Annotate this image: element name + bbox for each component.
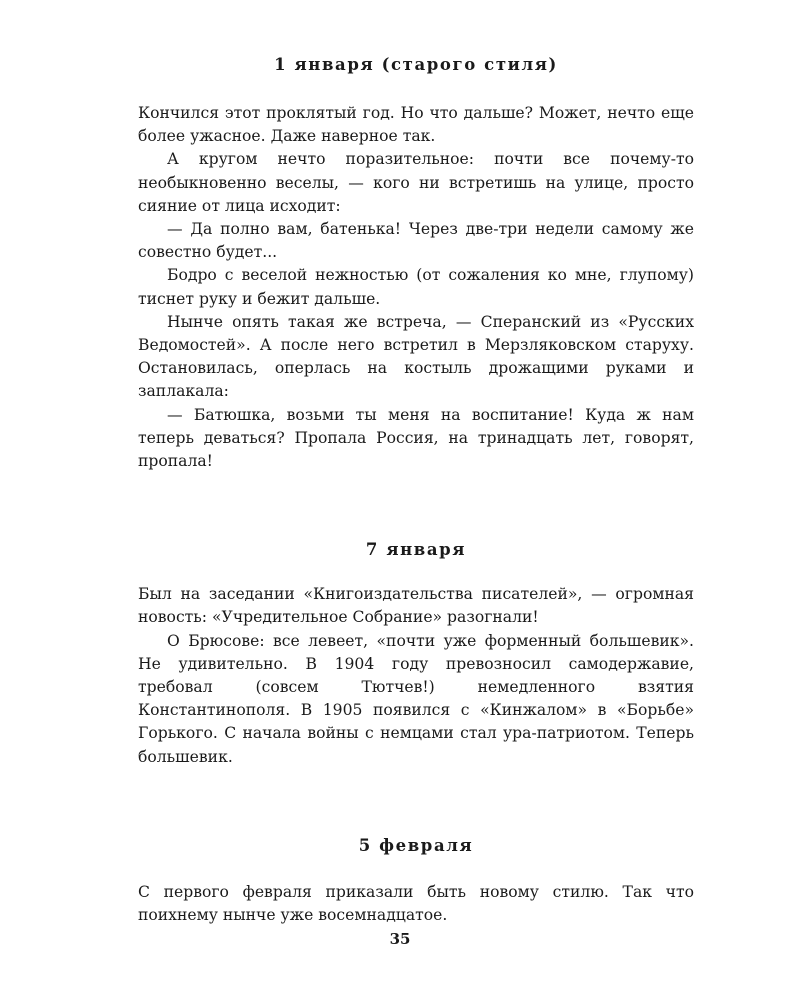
paragraph: — Да полно вам, батенька! Через две-три недели самому же совестно будет... — [138, 220, 694, 262]
diary-entry-jan-1 — [138, 52, 694, 473]
paragraph: Кончился этот проклятый год. Но что дальше? Может, нечто еще более ужасное. Даже наверное так. — [138, 104, 694, 146]
entry-body — [138, 583, 694, 769]
entry-body — [138, 881, 694, 927]
paragraph: — Батюшка, возьми ты меня на воспитание! Куда ж нам теперь деваться? Пропала Россия, на тринадцать лет, говорят, пропала! — [138, 405, 694, 471]
diary-entry-feb-5 — [138, 833, 694, 927]
paragraph: С первого февраля приказали быть новому стилю. Так что поихнему нынче уже восемнадцатое. — [138, 882, 694, 925]
paragraph: Нынче опять такая же встреча, — Сперанский из «Русских Ведомостей». А после него встретил в Мерзляковском старуху. Остановилась, оперлась на костыль дрожащими руками и заплакала: — [138, 312, 694, 401]
entry-heading: 1 января (старого стиля) — [274, 55, 558, 74]
entry-heading: 7 января — [365, 540, 467, 560]
paragraph: Был на заседании «Книгоиздательства писателей», — огромная новость: «Учредительное Собрание» разогнали! — [138, 585, 694, 627]
book-page — [138, 52, 694, 927]
paragraph: О Брюсове: все левеет, «почти уже форменный большевик». Не удивительно. В 1904 году превозносил самодержавие, требовал (совсем Тютчев!) немедленного взятия Константинополя. В 1905 появился с «Кинжалом» в «Борьбе» Горького. С начала войны с немцами стал ура-патриотом. Теперь большевик. — [138, 631, 694, 766]
paragraph: Бодро с веселой нежностью (от сожаления ко мне, глупому) тиснет руку и бежит дальше. — [138, 266, 694, 308]
entry-heading: 5 февраля — [358, 835, 474, 855]
paragraph: А кругом нечто поразительное: почти все почему-то необыкновенно веселы, — кого ни встретишь на улице, просто сияние от лица исходит: — [138, 150, 694, 215]
diary-entry-jan-7 — [138, 537, 694, 769]
entry-body — [138, 102, 694, 473]
page-number: 35 — [389, 930, 411, 948]
